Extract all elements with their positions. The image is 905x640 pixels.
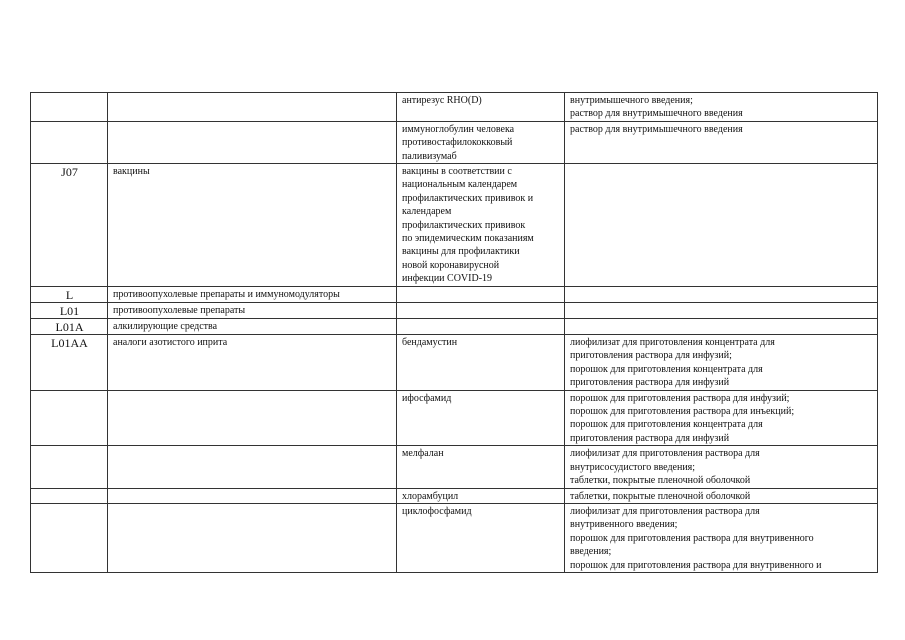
group-name-cell bbox=[108, 93, 397, 122]
group-name-cell bbox=[108, 503, 397, 572]
dosage-form-line: порошок для приготовления концентрата для bbox=[570, 363, 763, 375]
drug-name-cell: мелфалан bbox=[397, 446, 565, 488]
atc-code-cell bbox=[31, 121, 108, 163]
dosage-forms-cell bbox=[565, 121, 878, 163]
atc-code-cell bbox=[31, 503, 108, 572]
table-row bbox=[31, 335, 878, 391]
dosage-form-line: порошок для приготовления раствора для инфузий; bbox=[570, 392, 790, 404]
dosage-form-line: приготовления раствора для инфузий; bbox=[570, 350, 732, 362]
dosage-forms-cell bbox=[565, 303, 878, 319]
drug-name-line: противостафилококковый bbox=[402, 137, 513, 149]
dosage-form-line: таблетки, покрытые пленочной оболочкой bbox=[570, 475, 751, 487]
group-name-cell bbox=[108, 390, 397, 446]
dosage-form-line: внутримышечного введения; bbox=[570, 95, 693, 106]
dosage-forms-cell bbox=[565, 93, 878, 122]
atc-code-cell bbox=[31, 488, 108, 503]
dosage-forms-cell bbox=[565, 335, 878, 391]
drug-name-line: паливизумаб bbox=[402, 150, 457, 162]
drug-name-cell bbox=[397, 121, 565, 163]
drug-name-cell: хлорамбуцил bbox=[397, 488, 565, 503]
table-row bbox=[31, 446, 878, 488]
drug-name-line: профилактических прививок и bbox=[402, 192, 534, 204]
drug-name-cell bbox=[397, 319, 565, 335]
table-row bbox=[31, 503, 878, 572]
drug-name-line: иммуноглобулин человека bbox=[402, 123, 515, 135]
drug-name-cell: антирезус RHO(D) bbox=[397, 93, 565, 122]
dosage-forms-cell bbox=[565, 503, 878, 572]
table-row bbox=[31, 93, 878, 122]
dosage-form-line: лиофилизат для приготовления раствора для bbox=[570, 448, 760, 460]
drug-name-line: профилактических прививок bbox=[402, 219, 526, 231]
drug-name-cell: ифосфамид bbox=[397, 390, 565, 446]
dosage-form-line: внутрисосудистого введения; bbox=[570, 461, 696, 473]
table-row bbox=[31, 488, 878, 503]
atc-code-cell bbox=[31, 390, 108, 446]
drug-name-cell bbox=[397, 164, 565, 287]
drug-name-cell: бендамустин bbox=[397, 335, 565, 391]
dosage-form-line: внутривенного введения; bbox=[570, 519, 678, 531]
atc-code-cell: L01AA bbox=[31, 335, 108, 391]
drug-name-cell bbox=[397, 287, 565, 303]
group-name-cell bbox=[108, 446, 397, 488]
drug-name-cell bbox=[397, 303, 565, 319]
atc-code-cell bbox=[31, 446, 108, 488]
dosage-form-line: порошок для приготовления раствора для инъекций; bbox=[570, 406, 795, 418]
dosage-forms-cell bbox=[565, 390, 878, 446]
atc-code-cell: L01A bbox=[31, 319, 108, 335]
group-name-cell: вакцины bbox=[108, 164, 397, 287]
dosage-forms-cell bbox=[565, 488, 878, 503]
group-name-cell: противоопухолевые препараты и иммуномодуляторы bbox=[108, 287, 397, 303]
drug-name-line: календарем bbox=[402, 206, 452, 218]
drug-name-line: инфекции COVID-19 bbox=[402, 273, 493, 285]
drug-name-line: вакцины для профилактики bbox=[402, 246, 520, 258]
dosage-form-line: раствор для внутримышечного введения bbox=[570, 123, 743, 135]
atc-code-cell bbox=[31, 93, 108, 122]
table-row bbox=[31, 390, 878, 446]
dosage-form-line: лиофилизат для приготовления раствора для bbox=[570, 505, 760, 517]
group-name-cell: аналоги азотистого иприта bbox=[108, 335, 397, 391]
drug-name-line: национальным календарем bbox=[402, 179, 518, 191]
group-name-cell bbox=[108, 488, 397, 503]
dosage-forms-cell bbox=[565, 164, 878, 287]
drug-name-line: по эпидемическим показаниям bbox=[402, 233, 534, 245]
dosage-forms-cell bbox=[565, 287, 878, 303]
table-row bbox=[31, 287, 878, 303]
group-name-cell bbox=[108, 121, 397, 163]
dosage-form-line: приготовления раствора для инфузий bbox=[570, 432, 730, 444]
dosage-form-line: порошок для приготовления концентрата для bbox=[570, 419, 763, 431]
atc-code-cell: L bbox=[31, 287, 108, 303]
atc-code-cell: J07 bbox=[31, 164, 108, 287]
dosage-forms-cell bbox=[565, 446, 878, 488]
drug-name-line: новой коронавирусной bbox=[402, 259, 500, 271]
dosage-form-line: введения; bbox=[570, 546, 612, 558]
table-row bbox=[31, 121, 878, 163]
dosage-form-line: приготовления раствора для инфузий bbox=[570, 377, 730, 389]
group-name-cell: алкилирующие средства bbox=[108, 319, 397, 335]
dosage-form-line: раствор для внутримышечного введения bbox=[570, 108, 743, 120]
dosage-form-line: порошок для приготовления раствора для внутривенного и bbox=[570, 559, 822, 571]
dosage-form-line: лиофилизат для приготовления концентрата для bbox=[570, 337, 775, 349]
group-name-cell: противоопухолевые препараты bbox=[108, 303, 397, 319]
drug-table bbox=[30, 92, 878, 573]
atc-code-cell: L01 bbox=[31, 303, 108, 319]
drug-name-cell: циклофосфамид bbox=[397, 503, 565, 572]
dosage-form-line: порошок для приготовления раствора для внутривенного bbox=[570, 532, 814, 544]
drug-name-line: вакцины в соответствии с bbox=[402, 166, 512, 178]
dosage-form-line: таблетки, покрытые пленочной оболочкой bbox=[570, 490, 751, 502]
table-row bbox=[31, 319, 878, 335]
table-row bbox=[31, 164, 878, 287]
dosage-forms-cell bbox=[565, 319, 878, 335]
table-row bbox=[31, 303, 878, 319]
